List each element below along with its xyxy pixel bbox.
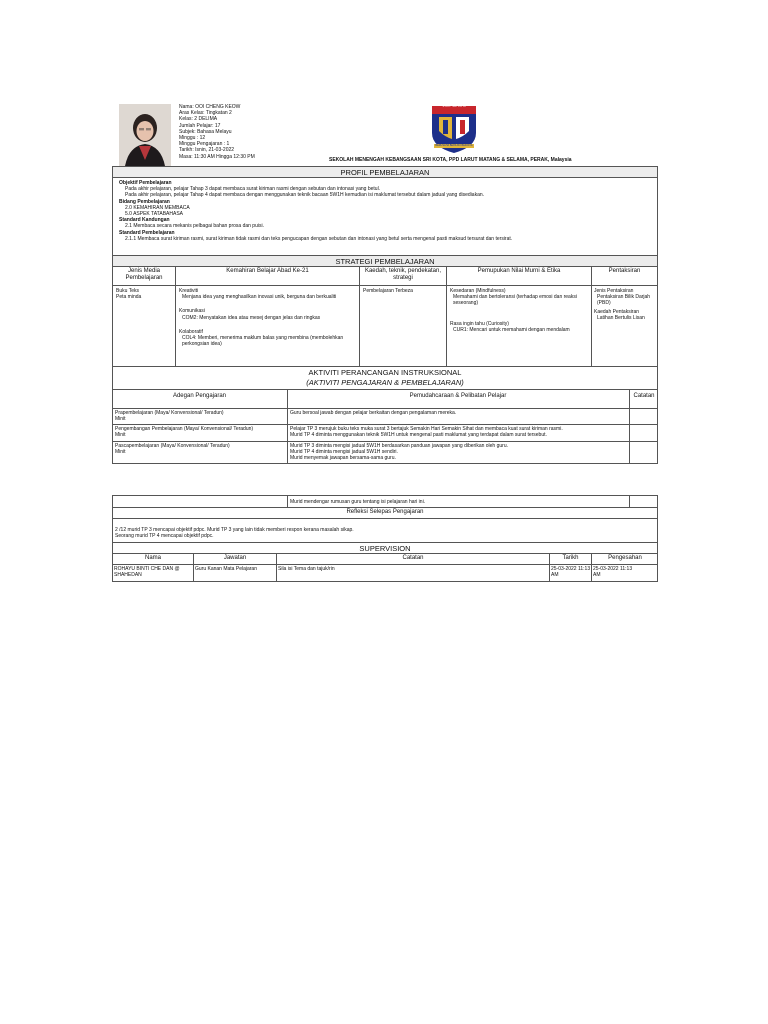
kandungan-1: 2.1 Membaca secara mekanis pelbagai bahan prosa dan puisi. [125,223,264,230]
date: Tarikh: Isnin, 21-03-2022 [179,147,235,154]
strategi-title: STRATEGI PEMBELAJARAN [335,257,435,266]
profil-title: PROFIL PEMBELAJARAN [340,168,430,177]
aktiviti-2-text [290,426,626,438]
col-nilai: Pemupukan Nilai Murni & Etika [477,268,561,274]
refleksi-title: Refleksi Selepas Pengajaran [346,509,424,515]
school-logo-motto: BERUSAHA BERILMU BERJAYA [435,144,473,147]
teaching-week: Minggu Pengajaran : 1 [179,141,230,148]
standard-1: 2.1.1 Membaca surat kiriman rasmi, surat kiriman tidak rasmi dan teks pengucapan dengan sebutan dan intonasi yang betul serta mengenal pasti maksud tersurat dan tersirat. [125,235,513,242]
aktiviti-subtitle: (AKTIVITI PENGAJARAN & PEMBELAJARAN) [306,378,464,387]
school-name: SEKOLAH MENENGAH KEBANGSAAN SRI KOTA, PPD LARUT MATANG & SELAMA, PERAK, Malaysia [329,157,572,163]
sup-pengesahan: 25-03-2022 11:13 AM [593,566,633,579]
subject: Subjek: Bahasa Melayu [179,128,232,135]
supervision-title: SUPERVISION [359,544,411,553]
aktiviti-2-line-1: Pelajar TP 3 merujuk buku teks muka surat 3 bertajuk Semakin Hari Semakin Sihat dan membaca kuat surat kiriman rasmi. [290,426,563,432]
k21-1: Kreativiti [179,288,199,294]
col-adegan: Adegan Pengajaran [172,393,227,399]
school-logo-text: S.M.K. SRI KOTA [442,104,466,108]
objektif-1: Pada akhir pelajaran, pelajar Tahap 3 dapat membaca surat kiriman rasmi dengan sebutan dan intonasi yang betul. [125,186,381,193]
sup-col-pengesahan: Pengesahan [608,555,642,561]
aktiviti-3-text [290,443,626,462]
teacher-info [179,104,255,160]
teacher-photo [119,104,171,166]
adegan-1: Prapembelajaran (Maya/ Konvensional/ Teradun) [115,410,224,416]
student-count: Jumlah Pelajar: 17 [179,122,221,129]
nilai-1: Kesedaran (Mindfulness) [450,288,506,294]
minit-3: Minit [115,449,126,456]
nilai-2-desc: CUR1: Mencari untuk memahami dengan mendalam [453,326,570,333]
pent-2: Kaedah Pentaksiran [594,308,640,315]
refleksi-content [115,527,655,539]
sup-catatan: Sila isi Tema dan tajuk/rin [278,566,335,572]
bidang-label: Bidang Pembelajaran [119,198,170,205]
nilai-1-desc: Memahami dan bertoleransi (terhadap emosi dan reaksi seseorang) [453,294,577,307]
refleksi-line-2: Seorang murid TP 4 mencapai objektif pdpc. [115,533,214,540]
refleksi-line-1: 2 /12 murid TP 3 mencapai objektif pdpc. Murid TP 3 yang lain tidak memberi respon kerana masalah sikap. [115,527,354,533]
aktiviti-title: AKTIVITI PERANCANGAN INSTRUKSIONAL [308,368,462,377]
nilai-list [450,288,589,333]
pentaksiran-list [594,288,656,321]
adegan-2: Pengembangan Pembelajaran (Maya/ Konvensional/ Teradun) [115,426,254,432]
aktiviti-1-text: Guru bersoal jawab dengan pelajar berkaitan dengan pengalaman mereka. [290,410,457,416]
sup-col-catatan: Catatan [402,555,424,561]
objektif-2: Pada akhir pelajaran, pelajar Tahap 4 dapat membaca dengan menggunakan teknik bacaan 5W1H kemudian isi maklumat tersebut dalam jadual yang disediakan. [125,192,485,199]
media-2: Peta minda [116,294,142,301]
table-row [115,426,285,438]
sup-col-jawatan: Jawatan [223,555,247,561]
aktiviti-3-line-3: Murid menyemak jawapan bersama-sama guru. [290,455,396,462]
sup-tarikh: 25-03-2022 11:13 AM [551,566,591,579]
col-pemudahcaraan: Pemudahcaraan & Pelibatan Pelajar [409,393,507,399]
teacher-name: Nama: OOI CHENG KEOW [179,104,241,110]
aktiviti-continued: Murid mendengar rumusan guru tentang isi pelajaran hari ini. [290,499,426,505]
bidang-1: 2.0 KEMAHIRAN MEMBACA [125,204,190,211]
sup-col-tarikh: Tarikh [562,555,579,561]
class-level: Aras Kelas: Tingkatan 2 [179,110,232,117]
abad21-list [179,288,357,347]
col-media: Jenis Media Pembelajaran [125,268,163,281]
col-abad21: Kemahiran Belajar Abad Ke-21 [226,268,309,274]
col-pentaksiran: Pentaksiran [608,268,641,274]
kandungan-label: Standard Kandungan [119,217,170,224]
k21-2: Komunikasi [179,308,205,315]
k21-2-desc: COM2: Menyatakan idea atau mesej dengan jelas dan ringkas [182,314,321,321]
minit-1: Minit [115,416,126,423]
time: Masa: 11:30 AM Hingga 12:30 PM [179,153,255,160]
standard-label: Standard Pembelajaran [119,229,175,236]
sup-jawatan: Guru Kanan Mata Pelajaran [195,566,257,572]
nilai-2: Rasa ingin tahu (Curiosity) [450,320,509,327]
pent-1-desc: Pentaksiran Bilik Darjah (PBD) [597,294,651,307]
col-catatan: Catatan [633,393,655,399]
table-row [115,443,285,455]
class-name: Kelas: 2 DELIMA [179,116,218,123]
adegan-3: Pascapembelajaran (Maya/ Konvensional/ Teradun) [115,443,230,449]
bidang-2: 5.0 ASPEK TATABAHASA [125,211,183,218]
media-1: Buku Teks [116,288,139,294]
media-list [116,288,174,300]
k21-3: Kolaboratif [179,328,203,335]
minit-2: Minit [115,432,126,439]
pent-2-desc: Latihan Bertulis Lisan [597,314,645,321]
objektif-label: Objektif Pembelajaran [119,180,172,186]
sup-col-nama: Nama [144,555,161,561]
school-logo [428,103,480,155]
profil-content [119,180,654,242]
aktiviti-3-line-2: Murid TP 4 diminta mengisi jadual 5W1H sendiri. [290,449,398,456]
col-kaedah: Kaedah, teknik, pendekatan, strategi [364,268,442,281]
aktiviti-3-line-1: Murid TP 3 diminta mengisi jadual 5W1H berdasarkan panduan jawapan yang diberikan oleh guru. [290,443,509,449]
table-row [115,410,285,422]
pent-1: Jenis Pentaksiran [594,288,634,294]
aktiviti-2-line-2: Murid TP 4 diminta menggunakan teknik 5W1H untuk mengenal pasti maklumat yang terdapat dalam surat tersebut. [290,432,547,439]
k21-1-desc: Menjana idea yang menghasilkan inovasi unik, berguna dan berkualiti [182,294,337,301]
sup-nama: ROHAYU BINTI CHE DAN @ SHAHEDAN [114,566,180,579]
week: Minggu : 12 [179,135,206,142]
kaedah-1: Pembelajaran Terbeza [363,288,413,294]
k21-3-desc: COL4: Memberi, menerima maklum balas yang membina (membolehkan perkongsian idea) [182,335,344,348]
